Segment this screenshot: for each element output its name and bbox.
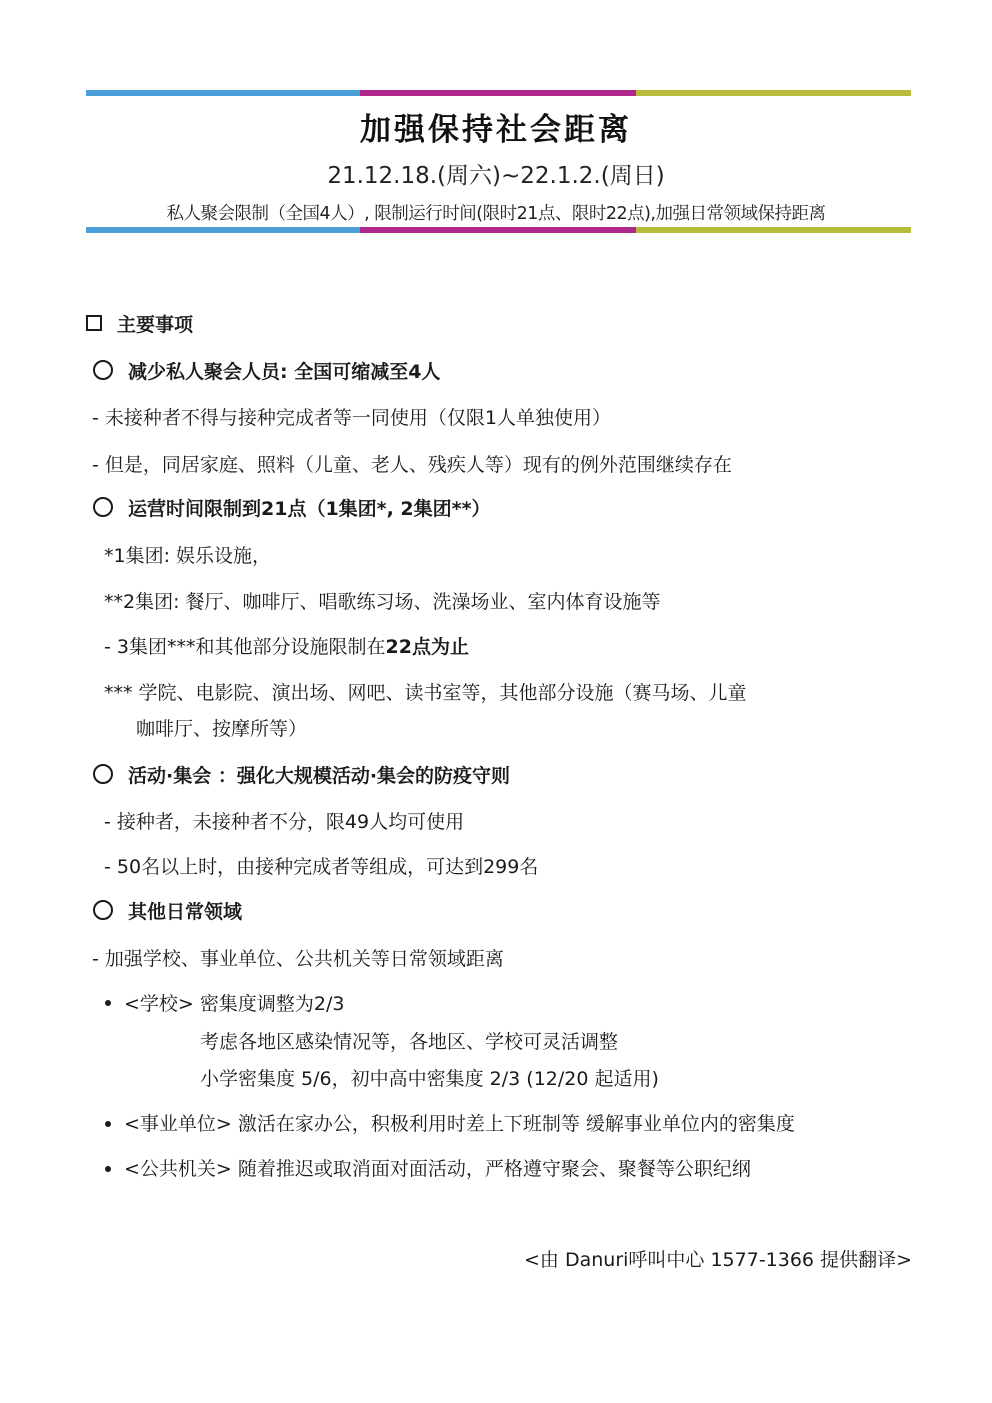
main-heading: 主要事项	[117, 314, 194, 336]
circle-bullet-icon	[93, 360, 113, 380]
list-item: - 50名以上时，由接种完成者等组成，可达到299名	[104, 856, 539, 878]
list-item: - 加强学校、事业单位、公共机关等日常领域距离	[92, 948, 504, 970]
color-bar-blue	[86, 90, 360, 96]
color-bar-magenta	[360, 227, 636, 233]
list-item: <事业单位> 激活在家办公，积极利用时差上下班制等 缓解事业单位内的密集度	[124, 1113, 795, 1135]
list-item: - 但是，同居家庭、照料（儿童、老人、残疾人等）现有的例外范围继续存在	[92, 454, 732, 476]
section-title: 其他日常领域	[128, 901, 243, 923]
dot-bullet-icon	[105, 1000, 111, 1006]
list-item	[104, 632, 469, 659]
section-title: 运营时间限制到21点（1集团*, 2集团**）	[128, 498, 491, 520]
section-title: 减少私人聚会人员: 全国可缩减至4人	[128, 361, 441, 383]
list-item-continuation: 考虑各地区感染情况等，各地区、学校可灵活调整	[200, 1031, 619, 1053]
list-item: - 接种者，未接种者不分，限49人均可使用	[104, 811, 465, 833]
circle-bullet-icon	[93, 764, 113, 784]
list-item: *** 学院、电影院、演出场、网吧、读书室等，其他部分设施（赛马场、儿童	[104, 682, 747, 704]
list-item: - 未接种者不得与接种完成者等一同使用（仅限1人单独使用）	[92, 407, 611, 429]
checkbox-square-icon	[86, 315, 102, 331]
color-bar-magenta	[360, 90, 636, 96]
list-item: **2集团: 餐厅、咖啡厅、唱歌练习场、洗澡场业、室内体育设施等	[104, 591, 661, 613]
list-item: <公共机关> 随着推迟或取消面对面活动，严格遵守聚会、聚餐等公职纪纲	[124, 1158, 751, 1180]
dot-bullet-icon	[105, 1166, 111, 1172]
circle-bullet-icon	[93, 497, 113, 517]
header-bottom-color-bar	[86, 227, 911, 233]
list-item-continuation: 小学密集度 5/6，初中高中密集度 2/3 (12/20 起适用)	[200, 1068, 659, 1090]
color-bar-blue	[86, 227, 360, 233]
header-top-color-bar	[86, 90, 911, 96]
list-item-emphasis: 22点为止	[385, 636, 469, 658]
list-item-continuation: 咖啡厅、按摩所等）	[136, 718, 308, 740]
list-item: *1集团: 娱乐设施，	[104, 545, 272, 567]
list-item: <学校> 密集度调整为2/3	[124, 993, 345, 1015]
translation-credit: <由 Danuri呼叫中心 1577-1366 提供翻译>	[524, 1249, 912, 1271]
dot-bullet-icon	[105, 1121, 111, 1127]
summary-line: 私人聚会限制（全国4人）, 限制运行时间(限时21点、限时22点),加强日常领域保持距离	[166, 204, 826, 224]
list-item-text: - 3集团***和其他部分设施限制在	[104, 636, 386, 658]
period-dates: 21.12.18.(周六)~22.1.2.(周日)	[327, 163, 665, 189]
color-bar-olive	[636, 90, 911, 96]
color-bar-olive	[636, 227, 911, 233]
document-title: 加强保持社会距离	[360, 112, 632, 148]
section-title: 活动·集会 ：强化大规模活动·集会的防疫守则	[128, 765, 511, 787]
circle-bullet-icon	[93, 900, 113, 920]
